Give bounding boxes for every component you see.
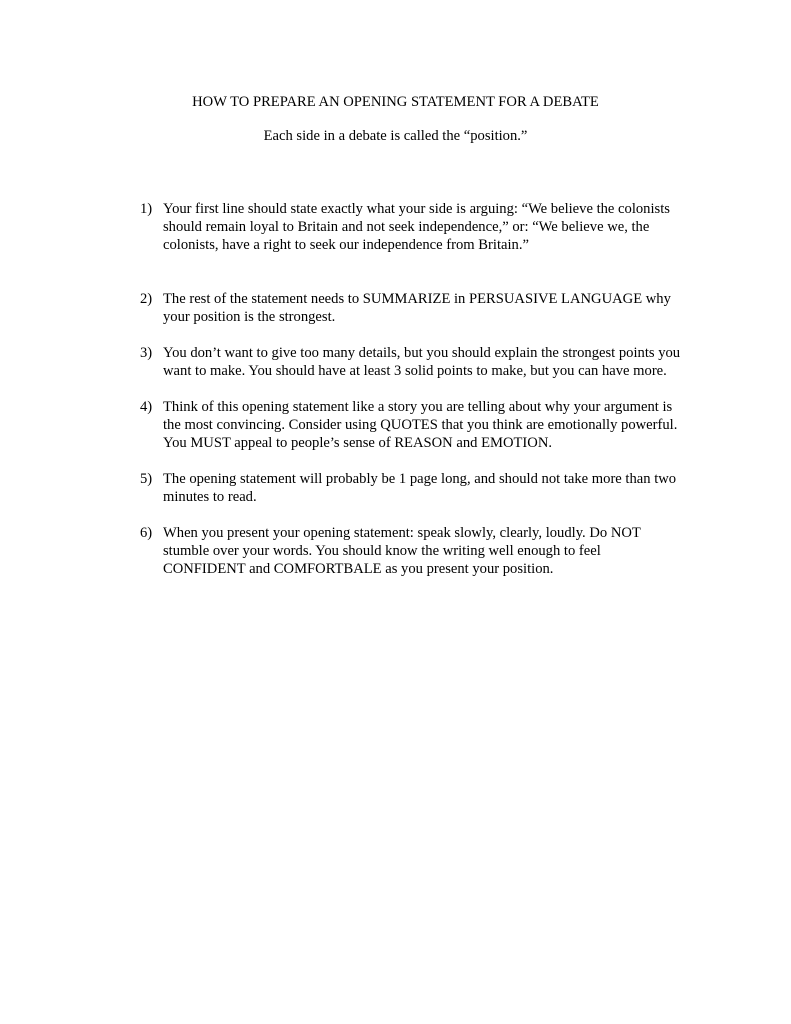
list-item-number: 5) (140, 471, 153, 487)
list-item-text: The opening statement will probably be 1 page long, and should not take more than two minutes to read. (163, 471, 677, 505)
instruction-list (140, 200, 685, 578)
list-item (140, 200, 685, 254)
list-item-text: You don’t want to give too many details, but you should explain the strongest points you want to make. You should have at least 3 solid points to make, but you can have more. (163, 345, 681, 379)
list-item-number: 6) (140, 525, 153, 541)
list-item (140, 290, 685, 326)
list-item (140, 470, 685, 506)
list-item-text: Your first line should state exactly what your side is arguing: “We believe the colonists should remain loyal to Britain and not seek independence,” or: “We believe we, the colonists, have a right to seek our independence from Britain.” (163, 201, 670, 253)
list-item-number: 2) (140, 291, 153, 307)
list-item (140, 524, 685, 578)
document-title: HOW TO PREPARE AN OPENING STATEMENT FOR A DEBATE (192, 94, 599, 110)
list-item-text: When you present your opening statement: speak slowly, clearly, loudly. Do NOT stumble over your words. You should know the writing well enough to feel CONFIDENT and COMFORTBALE as you present your position. (163, 525, 641, 577)
document-subtitle: Each side in a debate is called the “position.” (263, 128, 528, 144)
list-item (140, 344, 685, 380)
list-item-number: 3) (140, 345, 153, 361)
list-item-text: The rest of the statement needs to SUMMARIZE in PERSUASIVE LANGUAGE why your position is the strongest. (163, 291, 671, 325)
list-item-text: Think of this opening statement like a story you are telling about why your argument is the most convincing. Consider using QUOTES that you think are emotionally powerful. You MUST appeal to people’s sense of REASON and EMOTION. (163, 399, 678, 451)
list-item-number: 4) (140, 399, 153, 415)
list-item-number: 1) (140, 201, 153, 217)
list-item (140, 398, 685, 452)
